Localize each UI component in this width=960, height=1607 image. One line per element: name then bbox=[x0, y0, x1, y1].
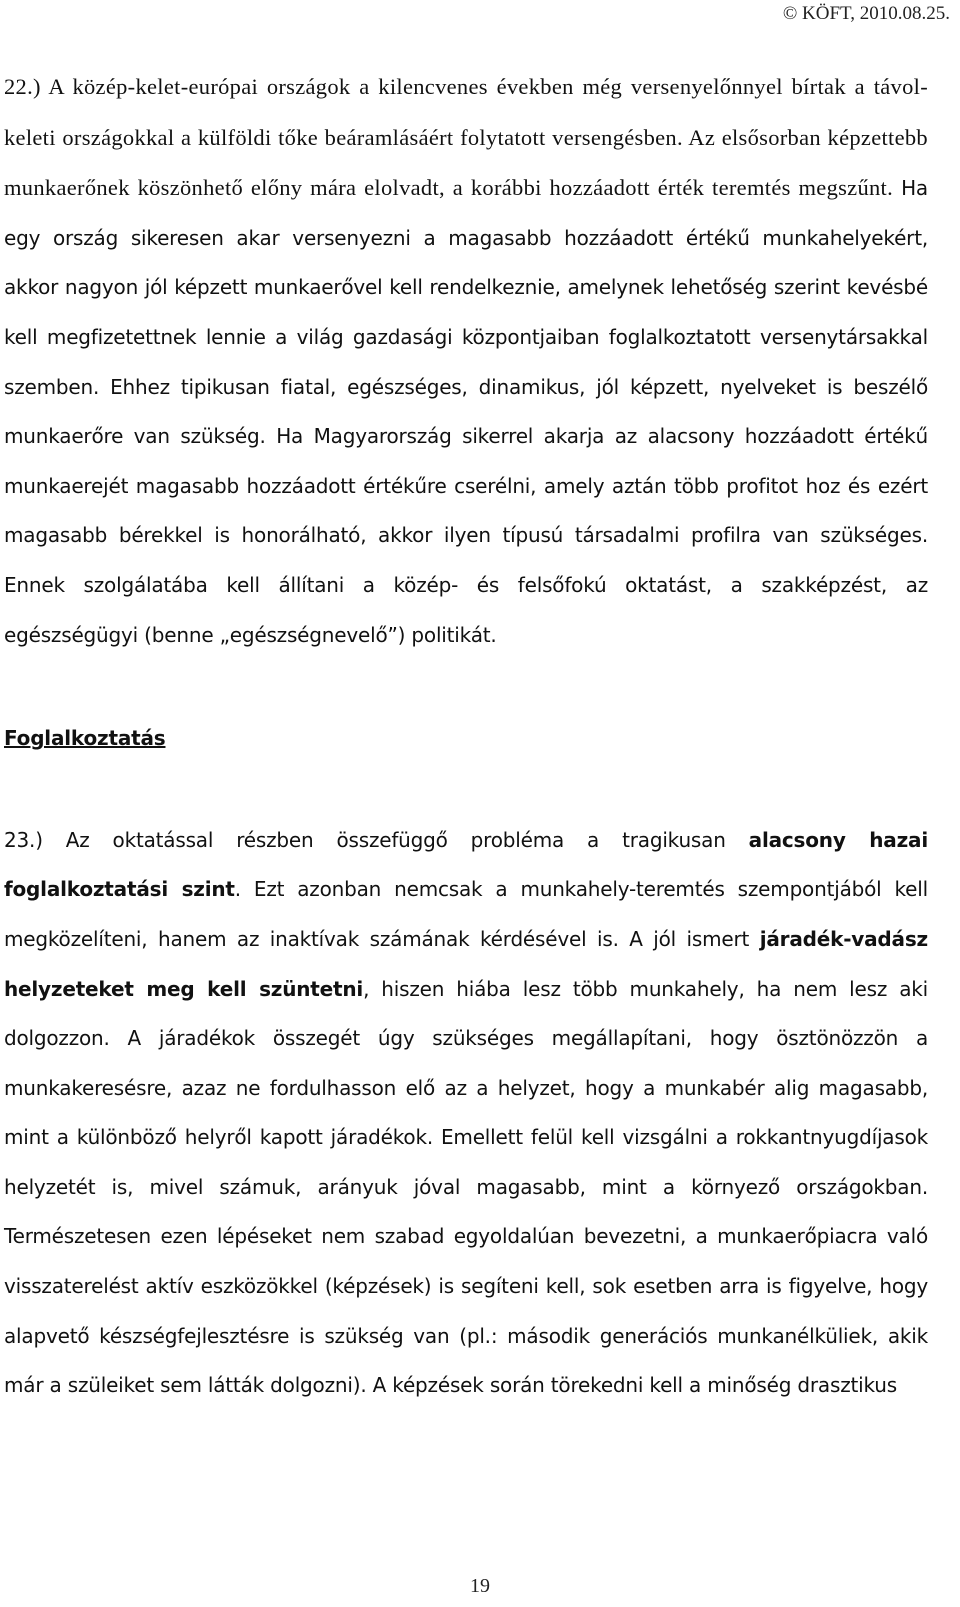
paragraph-23-text-3: , hiszen hiába lesz több munkahely, ha nem lesz aki dolgozzon. A járadékok összegét úgy szükséges megállapítani, hogy ösztönözzön a munkakeresésre, azaz ne fordulhasson elő az a helyzet, hogy a munkabér alig magasabb, mint a különböző helyről kapott járadékok. Emellett felül kell vizsgálni a rokkantnyugdíjasok helyzetét is, mivel számuk, arányuk jóval magasabb, mint a környező országokban. Természetesen ezen lépéseket nem szabad egyoldalúan bevezetni, a munkaerőpiacra való visszaterelést aktív eszközökkel (képzések) is segíteni kell, sok esetben arra is figyelve, hogy alapvető készségfejlesztésre is szükség van (pl.: második generációs munkanélküliek, akik már a szüleiket sem látták dolgozni). A képzések során törekedni kell a minőség drasztikus bbox=[4, 976, 928, 1398]
section-heading: Foglalkoztatás bbox=[4, 726, 166, 751]
copyright-header: © KÖFT, 2010.08.25. bbox=[782, 3, 950, 24]
page-number: 19 bbox=[470, 1575, 490, 1597]
paragraph-22-number: 22.) bbox=[4, 74, 41, 99]
paragraph-22-text: Ha egy ország sikeresen akar versenyezni a magasabb hozzáadott értékű munkahelyekért, akkor nagyon jól képzett munkaerővel kell rendelkeznie, amelynek lehetőség szerint kevésbé kell megfizetettnek lennie a világ gazdasági központjaiban foglalkoztatott versenytársakkal szemben. Ehhez tipikusan fiatal, egészséges, dinamikus, jól képzett, nyelveket is beszélő munkaerőre van szükség. Ha Magyarország sikerrel akarja az alacsony hozzáadott értékű munkaerejét magasabb hozzáadott értékűre cserélni, amely aztán több profitot hoz és ezért magasabb bérekkel is honorálható, akkor ilyen típusú társadalmi profilra van szükséges. Ennek szolgálatába kell állítani a közép- és felsőfokú oktatást, a szakképzést, az egészségügyi (benne „egészségnevelő”) politikát. bbox=[4, 176, 928, 647]
paragraph-22-lead: A közép-kelet-európai országok a kilencvenes években még versenyelőnnyel bírtak a távol-keleti országokkal a külföldi tőke beáramlásáért folytatott versengésben. Az elsősorban képzettebb munkaerőnek köszönhető előny mára elolvadt, a korábbi hozzáadott érték teremtés megszűnt. bbox=[4, 74, 928, 201]
paragraph-22 bbox=[4, 62, 928, 660]
paragraph-23-bold-1: alacsony hazai foglalkoztatási szint bbox=[4, 827, 928, 902]
document-body bbox=[4, 62, 928, 1411]
paragraph-23-bold-2: járadék-vadász helyzeteket meg kell szüntetni bbox=[4, 926, 928, 1001]
paragraph-23 bbox=[4, 816, 928, 1411]
paragraph-23-text-2: . Ezt azonban nemcsak a munkahely-teremtés szempontjából kell megközelíteni, hanem az inaktívak számának kérdésével is. A jól ismert bbox=[4, 877, 928, 951]
paragraph-23-text-1: 23.) Az oktatással részben összefüggő probléma a tragikusan bbox=[4, 827, 749, 852]
